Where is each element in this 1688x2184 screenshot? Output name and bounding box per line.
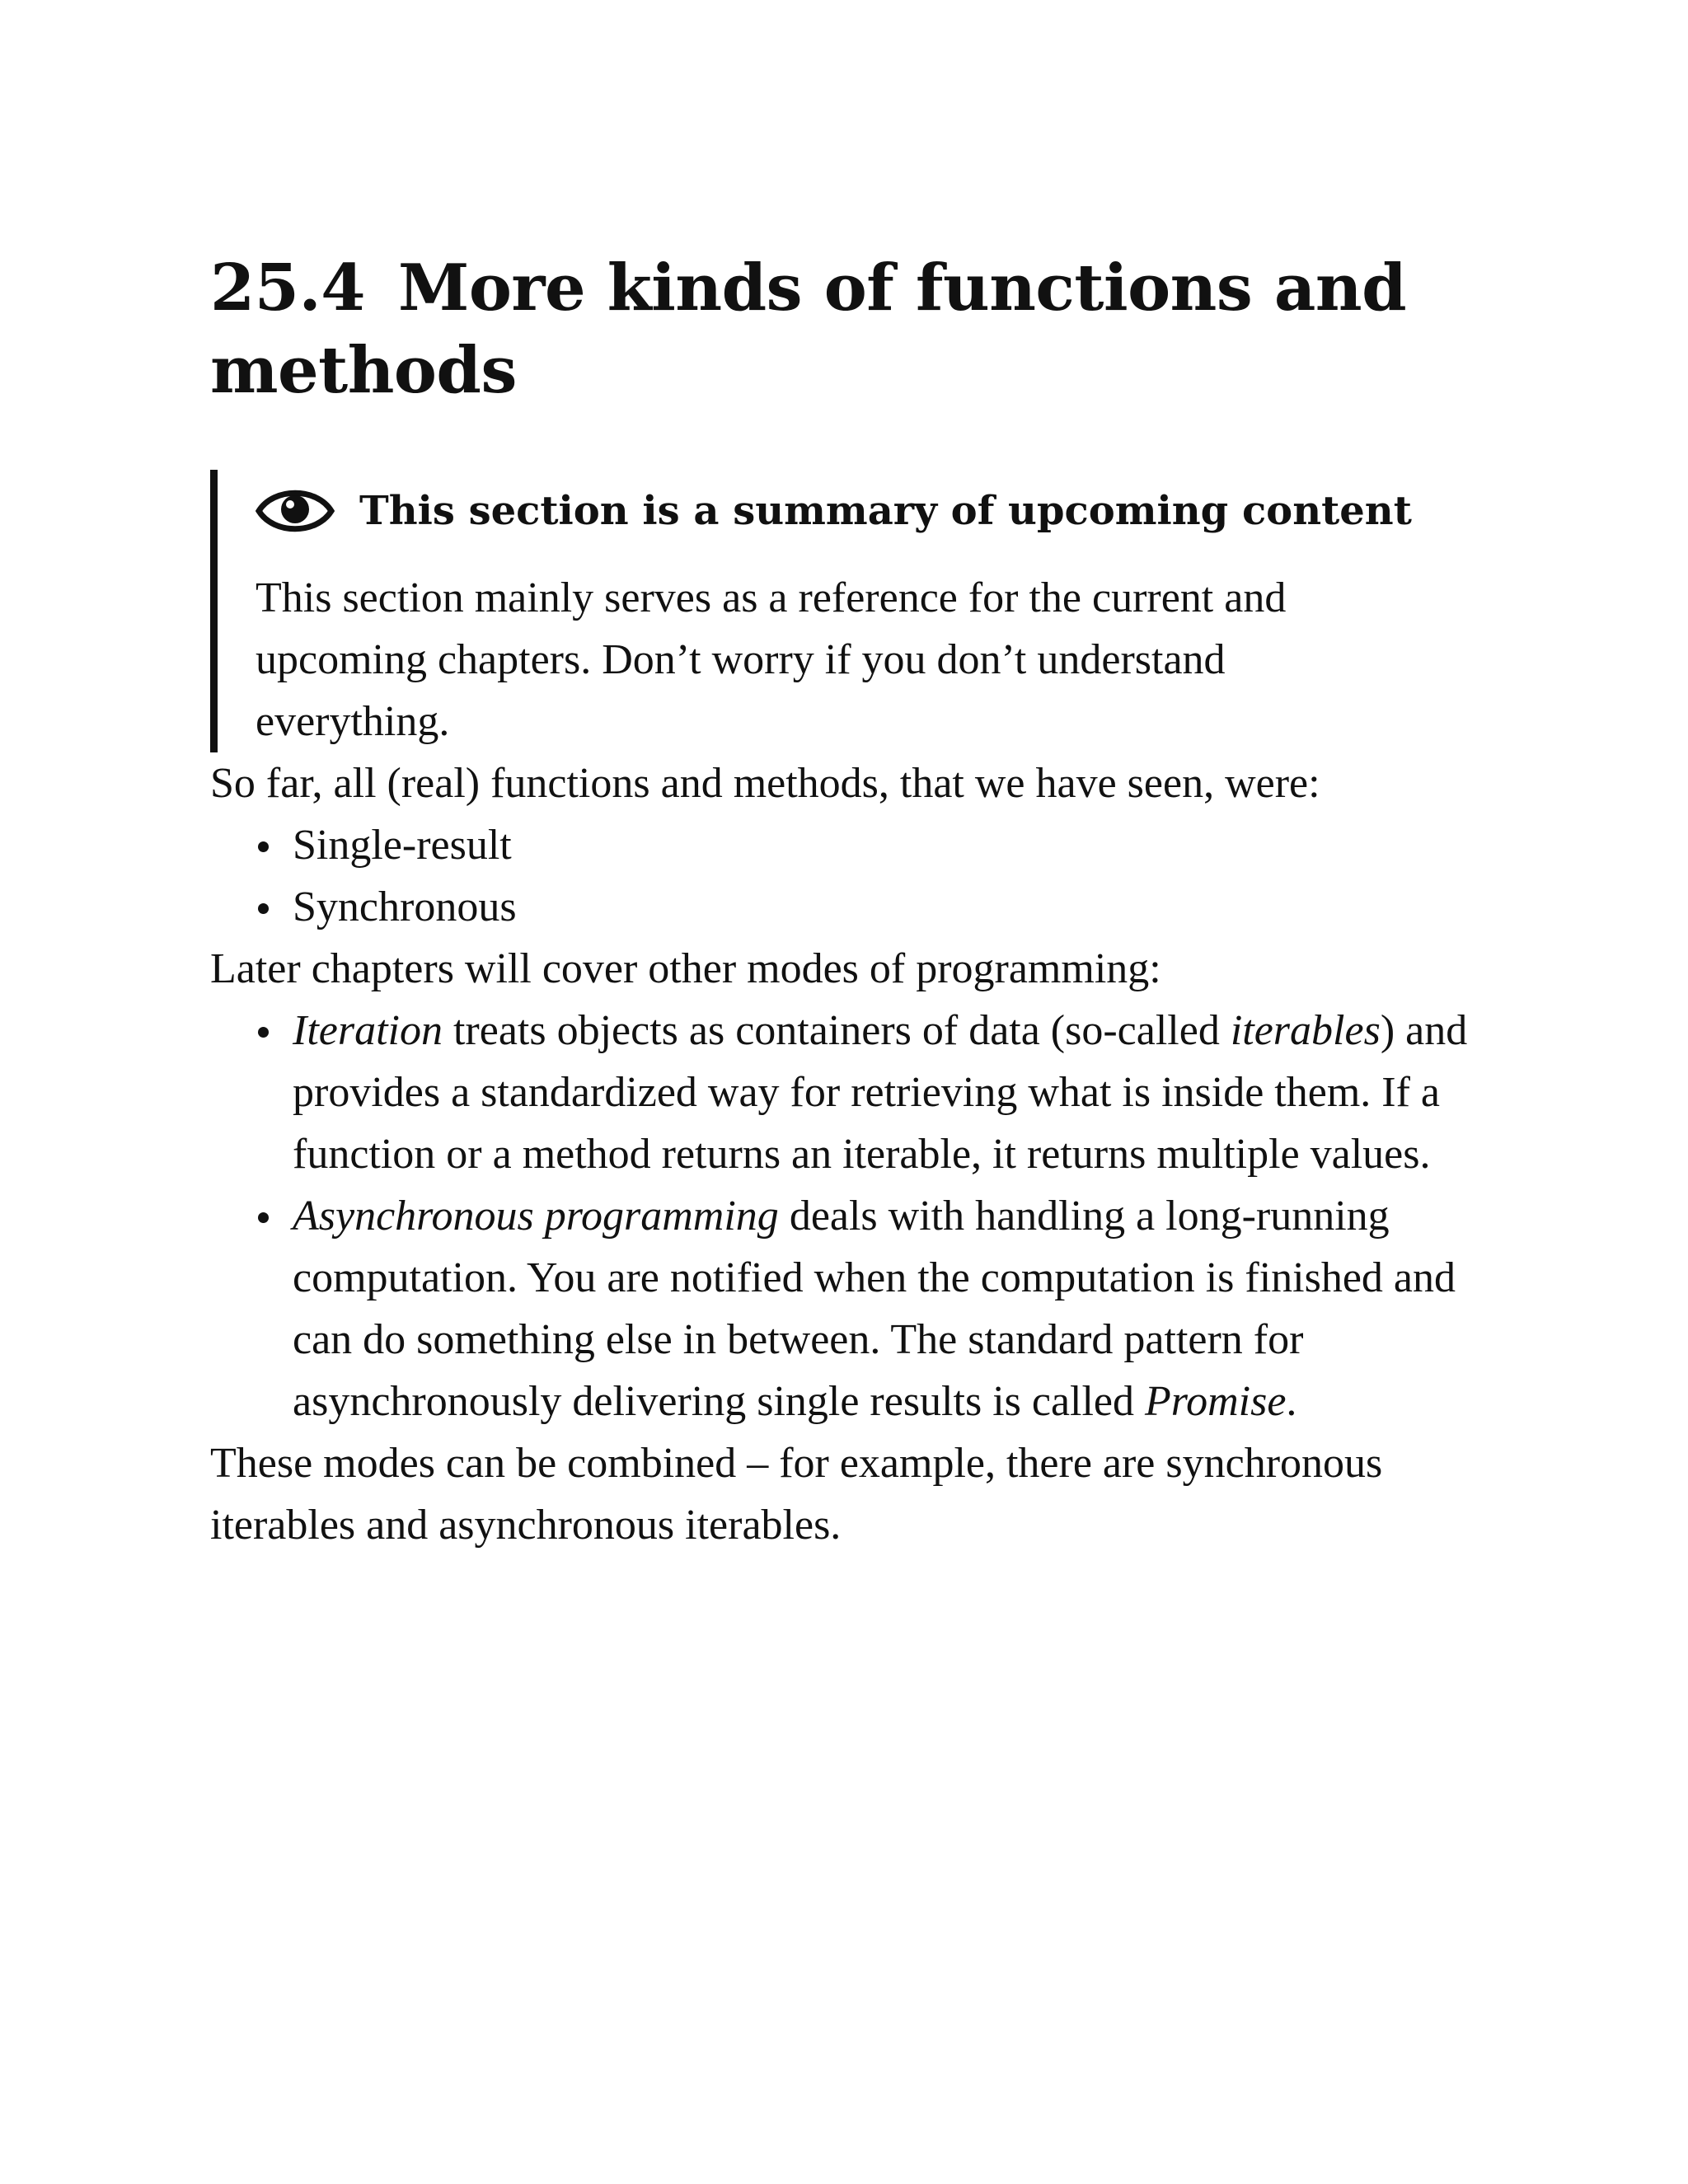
callout-title: This section is a summary of upcoming content (359, 488, 1412, 534)
section-title: More kinds of functions and methods (210, 251, 1407, 408)
list-item-text: deals with handling a long-running computation. You are notified when the computation is finished and can do something else in between. The standard pattern for asynchronously delivering single results is called (293, 1193, 1456, 1425)
list-item: Synchronous (293, 876, 1496, 938)
closing-paragraph: These modes can be combined – for example, there are synchronous iterables and asynchronous iterables. (210, 1440, 1383, 1549)
section-heading (210, 247, 1496, 412)
list-item-text: . (1286, 1378, 1297, 1425)
eye-icon (256, 482, 335, 540)
list-item (293, 1000, 1496, 1185)
properties-list (210, 814, 1496, 938)
list-item (293, 1185, 1496, 1432)
term-iteration: Iteration (293, 1007, 443, 1054)
section-number: 25.4 (210, 251, 365, 326)
term-promise: Promise (1145, 1378, 1287, 1425)
term-iterables: iterables (1230, 1007, 1381, 1054)
intro-paragraph: So far, all (real) functions and methods, that we have seen, were: (210, 760, 1320, 807)
callout-body: This section mainly serves as a reference for the current and upcoming chapters. Don’t worry if you don’t understand everything. (256, 574, 1287, 745)
modes-list (210, 1000, 1496, 1432)
callout-header (256, 470, 1442, 552)
document-page (210, 247, 1496, 1556)
summary-callout (210, 470, 1442, 752)
term-async: Asynchronous programming (293, 1193, 779, 1240)
list-item-text: treats objects as containers of data (so-called (442, 1007, 1231, 1054)
list-item-text: ) and provides a standardized way for retrieving what is inside them. If a function or a method returns an iterable, it returns multiple values. (293, 1007, 1468, 1178)
list-item: Single-result (293, 814, 1496, 876)
later-intro-paragraph: Later chapters will cover other modes of programming: (210, 945, 1161, 992)
